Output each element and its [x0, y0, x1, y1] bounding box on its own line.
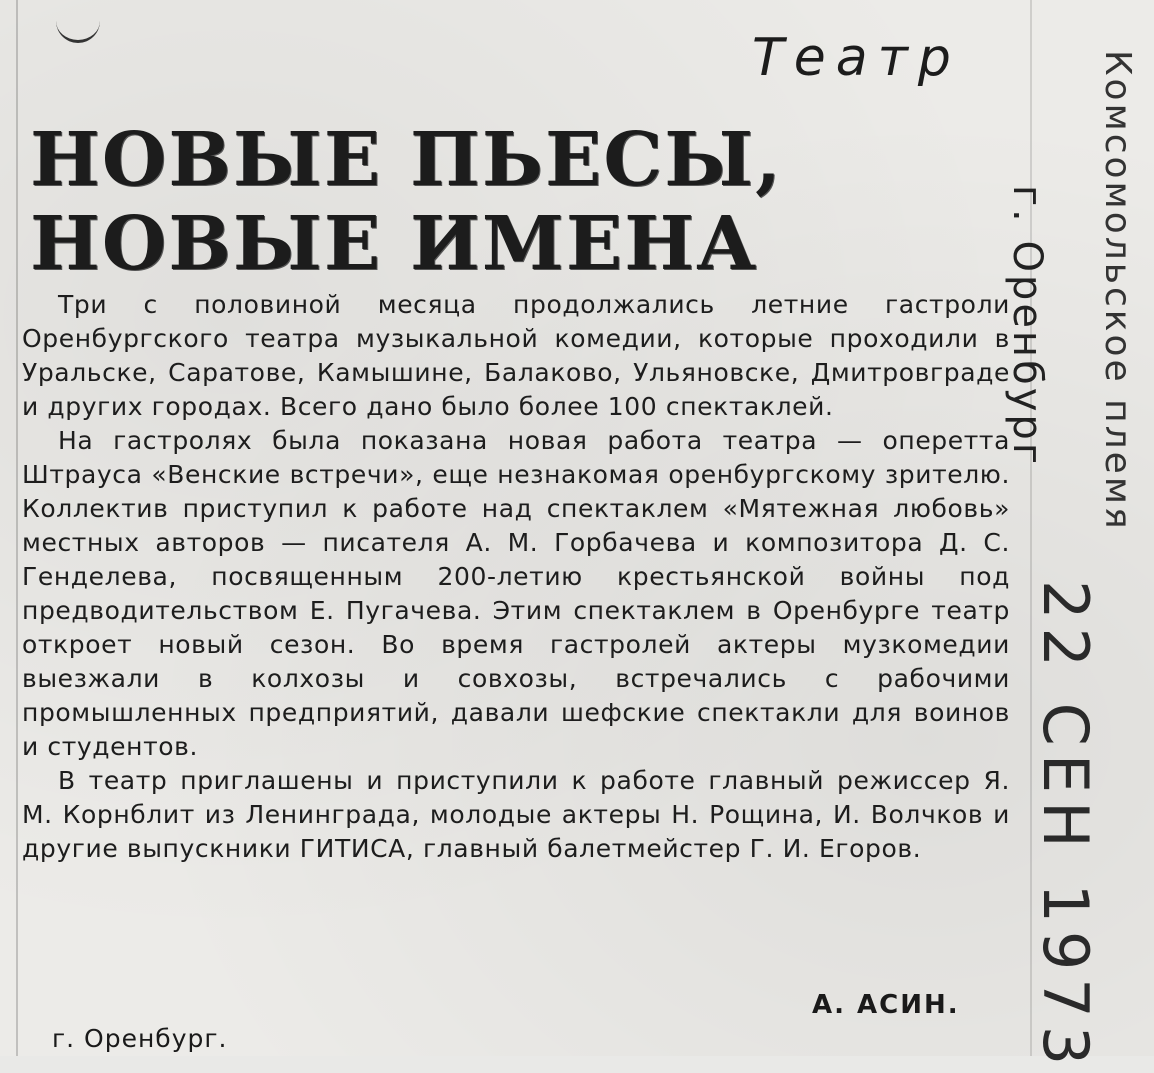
author-signature: А. АСИН. — [812, 990, 960, 1020]
margin-newspaper-name: Комсомольское племя — [1097, 50, 1138, 532]
rubric-title: Театр — [752, 28, 961, 88]
pen-mark — [56, 4, 100, 43]
headline-line-1: НОВЫЕ ПЬЕСЫ, — [30, 117, 783, 203]
paragraph-2: На гастролях была показана новая работа театра — оперетта Штрауса «Венские встречи», еще незнакомая оренбургскому зрителю. Коллектив приступил к работе над спектаклем «Мятежная любовь» местных авторов — писателя А. М. Горбачева и композитора Д. С. Генделева, посвященным 200-летию крестьянской войны под предводительством Е. Пугачева. Этим спектаклем в Оренбурге театр откроет новый сезон. Во время гастролей актеры музкомедии выезжали в колхозы и совхозы, встречались с рабочими промышленных предприятий, давали шефские спектакли для воинов и студентов. — [22, 426, 1010, 761]
headline-line-2: НОВЫЕ ИМЕНА — [30, 201, 759, 287]
clipping-left-edge — [16, 0, 18, 1056]
article-body — [22, 288, 1010, 866]
paragraph-1: Три с половиной месяца продолжались летние гастроли Оренбургского театра музыкальной комедии, которые проходили в Уральске, Саратове, Камышине, Балаково, Ульяновске, Дмитровграде и других городах. Всего дано было более 100 спектаклей. — [22, 290, 1010, 421]
margin-city-note: г. Оренбург — [1004, 185, 1050, 467]
dateline-city: г. Оренбург. — [52, 1024, 228, 1053]
date-stamp: 22 СЕН 1973 — [1029, 580, 1102, 1073]
article-headline — [30, 118, 783, 286]
paragraph-3: В театр приглашены и приступили к работе главный режиссер Я. М. Корнблит из Ленинграда, молодые актеры Н. Рощина, И. Волчков и другие выпускники ГИТИСА, главный балетмейстер Г. И. Егоров. — [22, 766, 1010, 863]
